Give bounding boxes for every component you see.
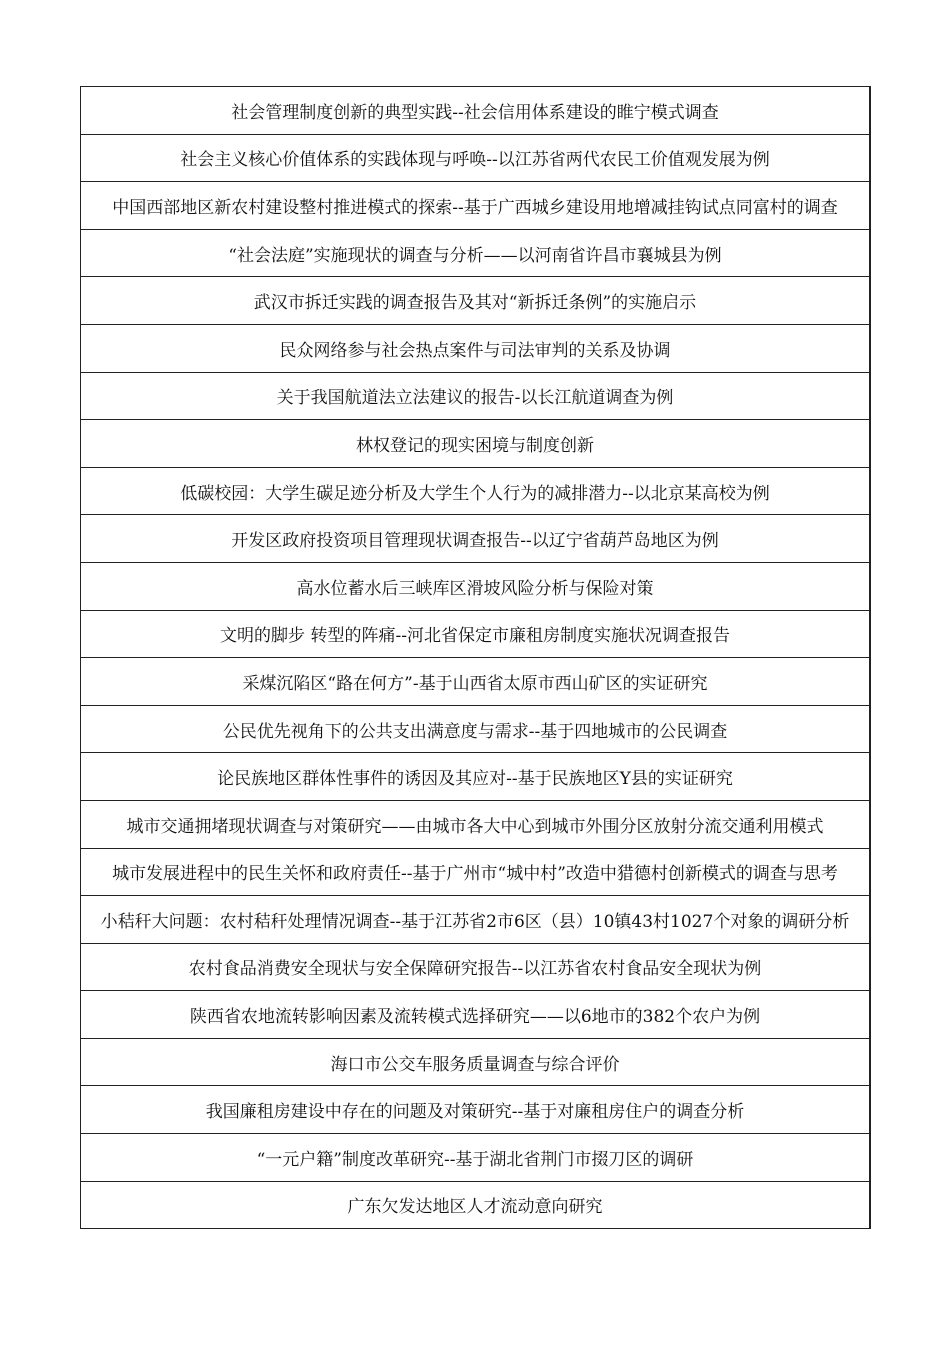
table-row (81, 325, 869, 373)
table-row (81, 182, 869, 230)
row-title: 社会管理制度创新的典型实践--社会信用体系建设的睢宁模式调查 (231, 102, 719, 123)
row-title: 公民优先视角下的公共支出满意度与需求--基于四地城市的公民调查 (222, 721, 728, 742)
row-title: 城市交通拥堵现状调查与对策研究——由城市各大中心到城市外围分区放射分流交通利用模式 (126, 816, 824, 837)
table-row (81, 515, 869, 563)
row-title: 社会主义核心价值体系的实践体现与呼唤--以江苏省两代农民工价值观发展为例 (180, 150, 770, 171)
row-title: 广东欠发达地区人才流动意向研究 (347, 1197, 603, 1218)
table-row (81, 1039, 869, 1087)
table-row (81, 87, 869, 135)
table-row (81, 230, 869, 278)
row-title: 论民族地区群体性事件的诱因及其应对--基于民族地区Y县的实证研究 (217, 769, 733, 790)
table-row (81, 849, 869, 897)
table-row (81, 801, 869, 849)
row-title: 高水位蓄水后三峡库区滑坡风险分析与保险对策 (296, 578, 654, 599)
row-title: 低碳校园：大学生碳足迹分析及大学生个人行为的减排潜力--以北京某高校为例 (180, 483, 770, 504)
row-title: 民众网络参与社会热点案件与司法审判的关系及协调 (279, 340, 671, 361)
row-title: 关于我国航道法立法建议的报告-以长江航道调查为例 (276, 388, 674, 409)
row-title: 中国西部地区新农村建设整村推进模式的探索--基于广西城乡建设用地增减挂钩试点同富村的调查 (112, 197, 838, 218)
table-row (81, 753, 869, 801)
table-row (81, 658, 869, 706)
table-row (81, 991, 869, 1039)
table-row (81, 1134, 869, 1182)
row-title: 文明的脚步 转型的阵痛--河北省保定市廉租房制度实施状况调查报告 (220, 626, 730, 647)
row-title: “一元户籍”制度改革研究--基于湖北省荆门市掇刀区的调研 (256, 1149, 694, 1170)
row-title: 开发区政府投资项目管理现状调查报告--以辽宁省葫芦岛地区为例 (231, 531, 719, 552)
titles-table (80, 86, 871, 1229)
table-row (81, 1182, 869, 1230)
table-row (81, 706, 869, 754)
table-row (81, 1086, 869, 1134)
table-row (81, 468, 869, 516)
row-title: 林权登记的现实困境与制度创新 (356, 435, 594, 456)
table-row (81, 611, 869, 659)
table-row (81, 420, 869, 468)
row-title: 海口市公交车服务质量调查与综合评价 (330, 1054, 620, 1075)
row-title: 小秸秆大问题：农村秸秆处理情况调查--基于江苏省2市6区（县）10镇43村1027个对象的调研分析 (100, 911, 850, 932)
table-row (81, 563, 869, 611)
row-title: 陕西省农地流转影响因素及流转模式选择研究——以6地市的382个农户为例 (189, 1007, 761, 1028)
table-row (81, 944, 869, 992)
table-row (81, 277, 869, 325)
table-row (81, 135, 869, 183)
row-title: 武汉市拆迁实践的调查报告及其对“新拆迁条例”的实施启示 (253, 293, 697, 314)
row-title: 采煤沉陷区“路在何方”-基于山西省太原市西山矿区的实证研究 (242, 673, 708, 694)
row-title: 农村食品消费安全现状与安全保障研究报告--以江苏省农村食品安全现状为例 (188, 959, 762, 980)
row-title: “社会法庭”实施现状的调查与分析——以河南省许昌市襄城县为例 (228, 245, 722, 266)
table-row (81, 896, 869, 944)
table-row (81, 373, 869, 421)
row-title: 我国廉租房建设中存在的问题及对策研究--基于对廉租房住户的调查分析 (205, 1102, 745, 1123)
row-title: 城市发展进程中的民生关怀和政府责任--基于广州市“城中村”改造中猎德村创新模式的调查与思考 (112, 864, 838, 885)
